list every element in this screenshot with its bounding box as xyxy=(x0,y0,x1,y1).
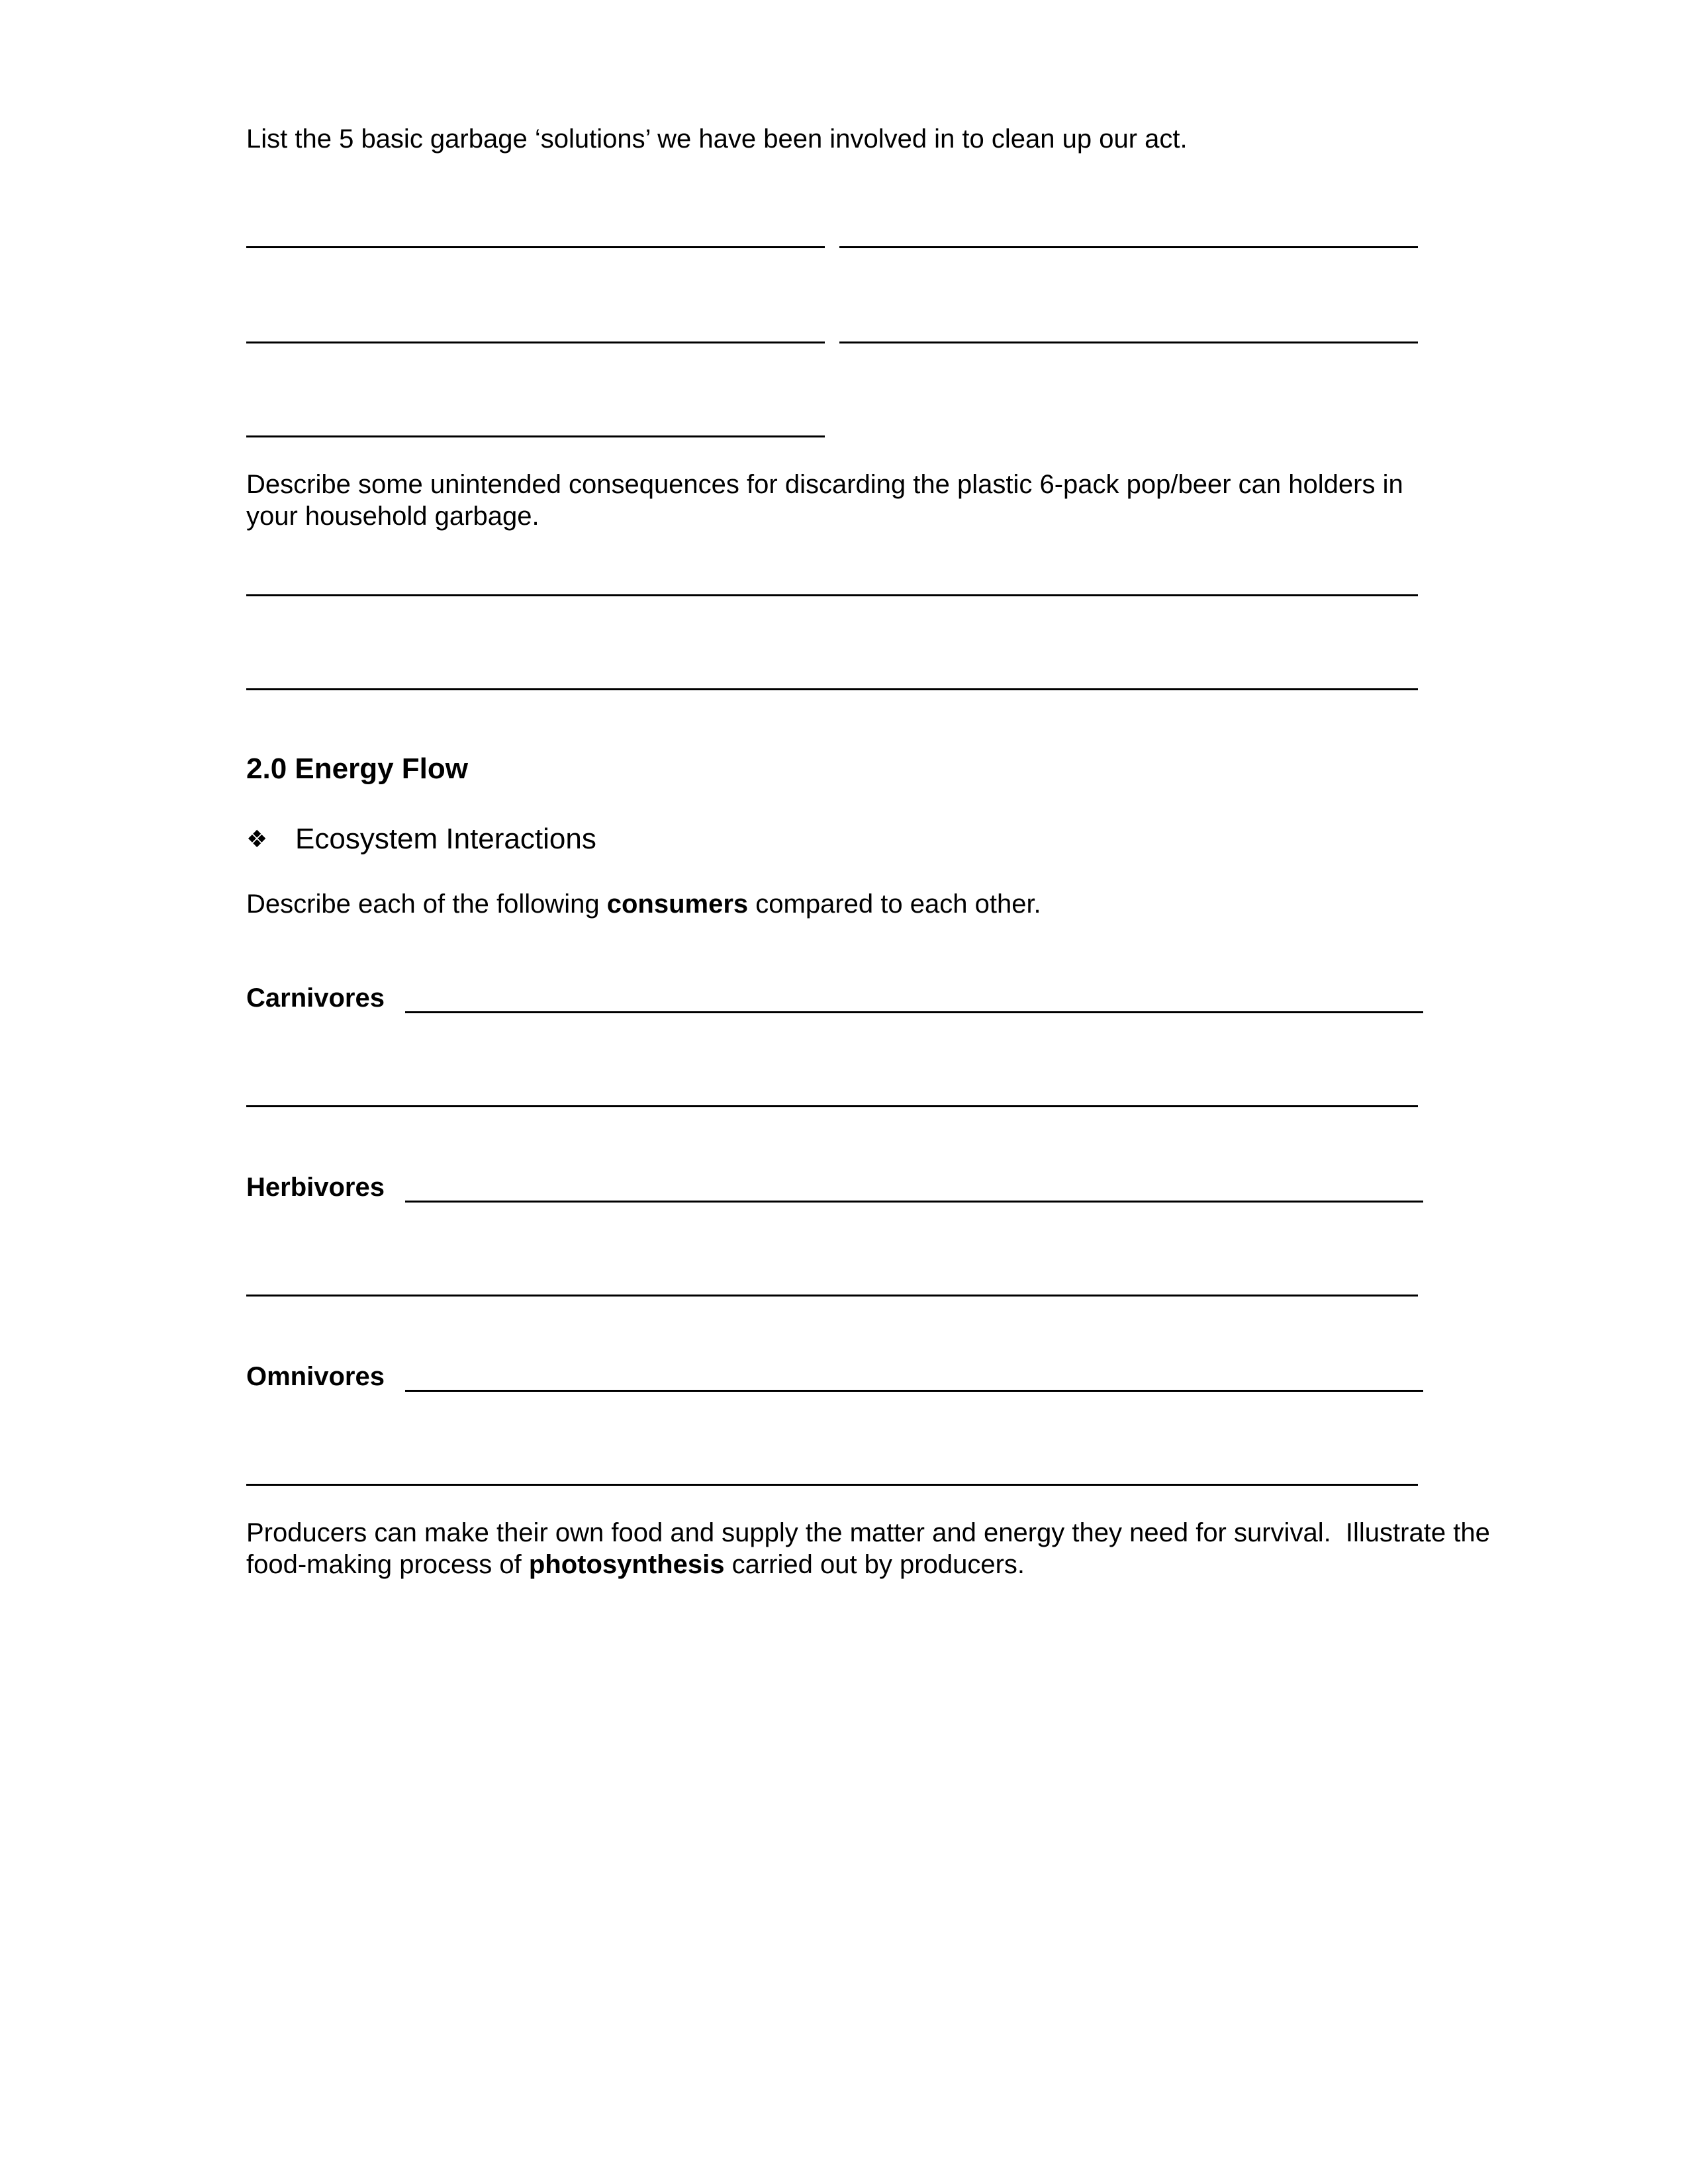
answer-line-solution-2[interactable] xyxy=(839,246,1418,248)
question-consumers-text-1: Describe each of the following xyxy=(246,889,607,919)
answer-line-herbivores-2[interactable] xyxy=(246,1295,1418,1297)
question-photosynthesis xyxy=(246,1517,1517,1580)
section-heading-energy-flow: 2.0 Energy Flow xyxy=(246,752,468,785)
answer-line-consequences-1[interactable] xyxy=(246,594,1418,596)
answer-line-solution-3[interactable] xyxy=(246,341,825,343)
question-garbage-solutions: List the 5 basic garbage ‘solutions’ we have been involved in to clean up our act. xyxy=(246,124,1188,154)
answer-line-solution-4[interactable] xyxy=(839,341,1418,343)
question-photosynthesis-text-2: carried out by producers. xyxy=(724,1550,1025,1579)
question-six-pack-consequences: Describe some unintended consequences for discarding the plastic 6-pack pop/beer can holders in your household garbage. xyxy=(246,470,1403,531)
answer-line-solution-5[interactable] xyxy=(246,435,825,437)
four-diamond-bullet-icon: ❖ xyxy=(246,825,268,852)
question-consumers-bold: consumers xyxy=(606,889,749,919)
question-photosynthesis-bold: photosynthesis xyxy=(528,1550,725,1579)
question-photosynthesis-text-1: Producers can make their own food and supply the matter and energy they need for survival. Illustrate the food-making process of xyxy=(246,1518,1497,1579)
label-herbivores: Herbivores xyxy=(246,1173,385,1202)
answer-line-consequences-2[interactable] xyxy=(246,688,1418,690)
photosynthesis-drawing-area[interactable] xyxy=(246,1602,1458,2131)
answer-line-solution-1[interactable] xyxy=(246,246,825,248)
answer-line-omnivores-2[interactable] xyxy=(246,1484,1418,1486)
answer-line-carnivores-1[interactable] xyxy=(405,1011,1423,1013)
label-carnivores: Carnivores xyxy=(246,983,385,1013)
answer-line-herbivores-1[interactable] xyxy=(405,1201,1423,1203)
question-consumers xyxy=(246,888,1041,920)
label-omnivores: Omnivores xyxy=(246,1362,385,1391)
answer-line-omnivores-1[interactable] xyxy=(405,1390,1423,1392)
answer-line-carnivores-2[interactable] xyxy=(246,1105,1418,1107)
question-consumers-text-2: compared to each other. xyxy=(748,889,1041,919)
subsection-ecosystem-interactions: Ecosystem Interactions xyxy=(295,823,596,855)
